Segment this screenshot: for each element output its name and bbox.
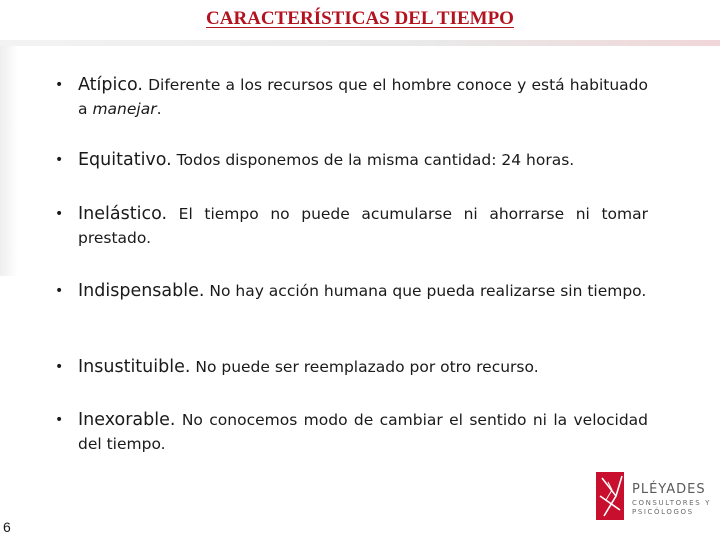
company-logo (594, 466, 718, 524)
bullet-icon: • (55, 206, 64, 222)
list-item: • Insustituible. No puede ser reemplazado por otro recurso. (55, 357, 539, 377)
item-term: Atípico. (78, 75, 143, 95)
list-item: • Inelástico. El tiempo no puede acumularse ni ahorrarse ni tomar prestado. (55, 204, 648, 247)
logo-mark-icon (594, 466, 630, 522)
list-item: • Indispensable. No hay acción humana que pueda realizarse sin tiempo. (55, 281, 647, 301)
page-number: 6 (3, 519, 11, 535)
list-item: • Equitativo. Todos disponemos de la misma cantidad: 24 horas. (55, 150, 575, 170)
header-divider (0, 40, 720, 46)
logo-subtitle: CONSULTORES Y PSICÓLOGOS (632, 499, 711, 516)
item-term: Inexorable. (78, 410, 176, 430)
bullet-icon: • (55, 152, 64, 168)
item-term: Indispensable. (78, 281, 205, 301)
slide-title: CARACTERÍSTICAS DEL TIEMPO (206, 8, 514, 29)
list-item: • Inexorable. No conocemos modo de cambiar el sentido ni la velocidad del tiempo. (55, 410, 648, 453)
logo-name: PLÉYADES (632, 482, 706, 497)
bullet-icon: • (55, 412, 64, 428)
list-item: • Atípico. Diferente a los recursos que el hombre conoce y está habituado a manejar. (55, 75, 648, 118)
left-decorative-band (0, 46, 18, 276)
bullet-icon: • (55, 77, 64, 93)
bullet-icon: • (55, 283, 64, 299)
item-term: Inelástico. (78, 204, 168, 224)
item-term: Insustituible. (78, 357, 191, 377)
bullet-icon: • (55, 359, 64, 375)
item-term: Equitativo. (78, 150, 172, 170)
